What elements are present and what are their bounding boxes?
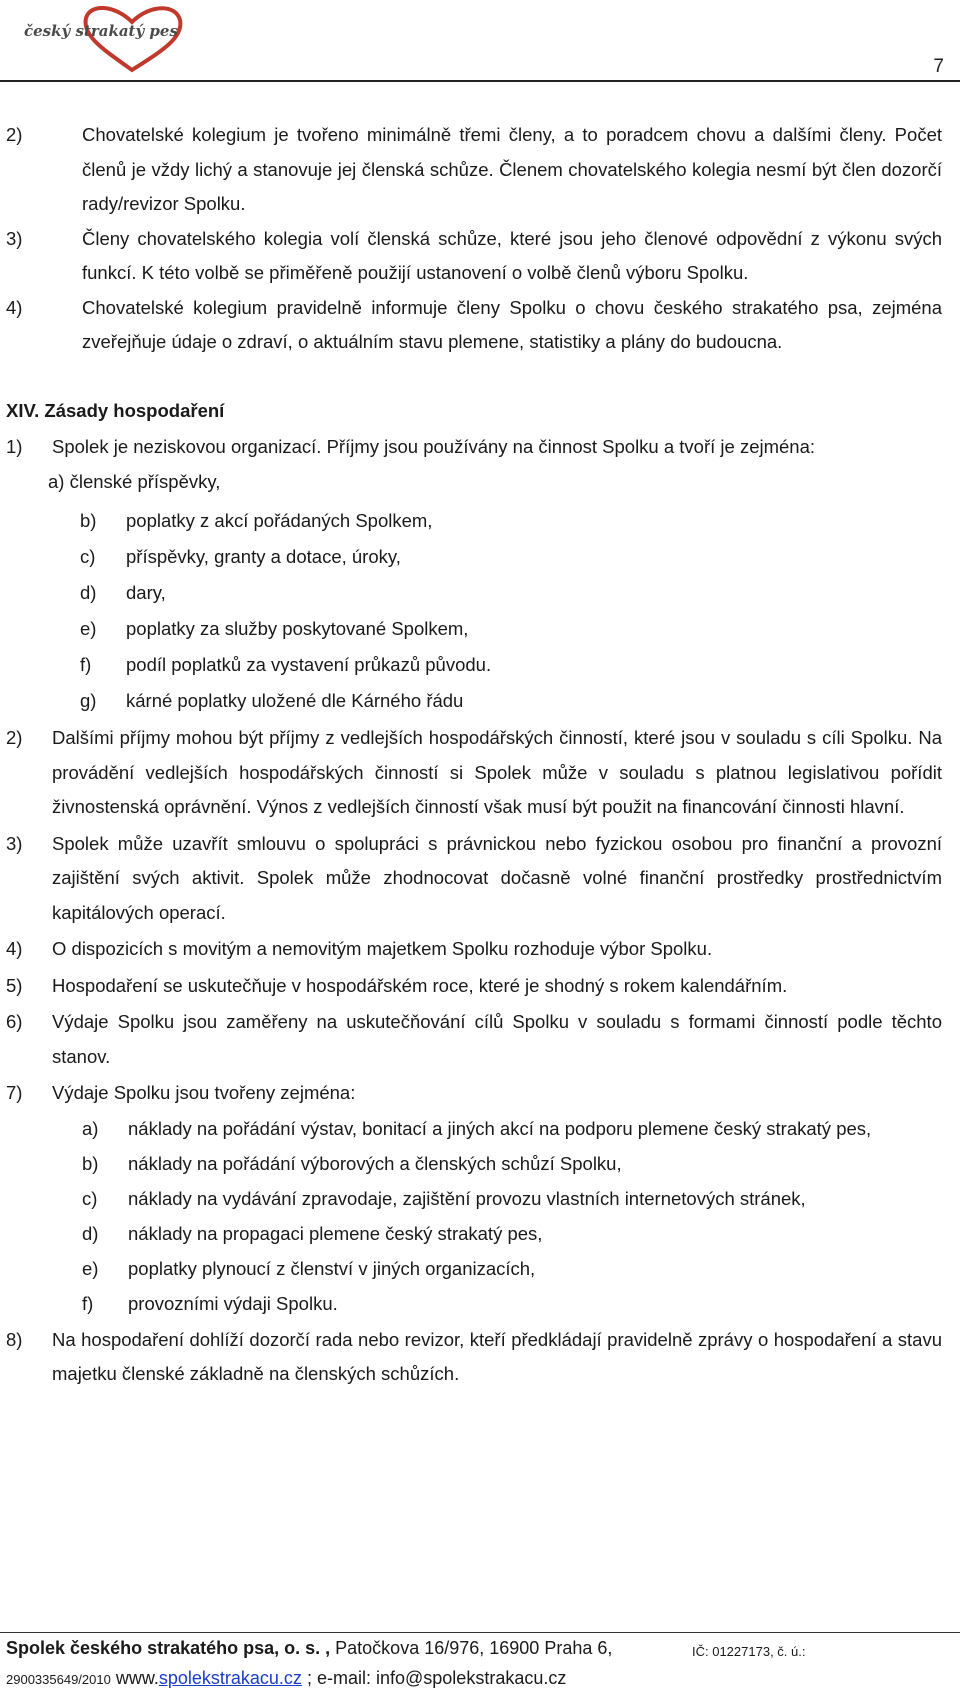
sub-item	[0, 683, 960, 719]
section-heading: XIV. Zásady hospodaření	[6, 399, 225, 421]
sub-item-text: příspěvky, granty a dotace, úroky,	[126, 546, 401, 567]
sub-item-letter: c)	[80, 546, 96, 567]
sub-item-letter: e)	[82, 1257, 99, 1279]
website-link[interactable]: spolekstrakacu.cz	[158, 1668, 302, 1688]
list-item	[0, 1323, 960, 1392]
sub-item	[0, 1251, 960, 1286]
sub-item-text: provozními výdaji Spolku.	[128, 1292, 338, 1314]
item-number: 7)	[6, 1082, 23, 1103]
list-item	[0, 118, 960, 222]
sub-item-letter: e)	[80, 618, 97, 639]
sub-item	[0, 575, 960, 611]
item-number: 1)	[6, 436, 23, 457]
sub-item-text: podíl poplatků za vystavení průkazů původu.	[126, 654, 492, 675]
sub-item-text: náklady na vydávání zpravodaje, zajištění provozu vlastních internetových stránek,	[128, 1187, 806, 1209]
footer-email[interactable]: e-mail: info@spolekstrakacu.cz	[316, 1668, 567, 1688]
page-number: 7	[933, 56, 944, 77]
heart-logo-icon	[14, 4, 189, 76]
header-divider	[0, 80, 960, 82]
list-item	[0, 430, 960, 465]
sub-item-letter: f)	[80, 654, 92, 675]
item-text: Spolek je neziskovou organizací. Příjmy jsou používány na činnost Spolku a tvoří je zejména:	[52, 436, 816, 457]
item-text: O dispozicích s movitým a nemovitým majetkem Spolku rozhoduje výbor Spolku.	[52, 938, 713, 959]
item-text: Chovatelské kolegium pravidelně informuje členy Spolku o chovu českého strakatého psa, zejména zveřejňuje údaje o zdraví, o aktuálním stavu plemene, statistiky a plány do budoucna.	[82, 296, 942, 352]
item-text: Dalšími příjmy mohou být příjmy z vedlejších hospodářských činností, které jsou v souladu s cíli Spolku. Na provádění vedlejších hospodářských činností si Spolek může v souladu s platnou legislativou pořídit živnostenská oprávnění. Výnos z vedlejších činností však musí být použit na financování činnosti hlavní.	[52, 727, 942, 817]
sub-item	[0, 1286, 960, 1321]
item-number: 4)	[6, 296, 23, 318]
logo	[14, 4, 189, 76]
sub-item	[0, 611, 960, 647]
item-number: 8)	[6, 1328, 23, 1350]
sub-item-text: kárné poplatky uložené dle Kárného řádu	[126, 690, 464, 711]
footer-separator: ;	[306, 1668, 312, 1688]
footer-ico: IČ: 01227173, č. ú.:	[692, 1644, 806, 1659]
page-header	[0, 0, 960, 82]
item-number: 3)	[6, 832, 23, 854]
list-item	[0, 1005, 960, 1074]
footer-divider	[0, 1632, 960, 1633]
item-text: Hospodaření se uskutečňuje v hospodářském roce, které je shodný s rokem kalendářním.	[52, 974, 788, 996]
list-item	[0, 827, 960, 931]
sub-item-letter: d)	[80, 582, 97, 603]
item-number: 4)	[6, 938, 23, 959]
footer-address: Patočkova 16/976, 16900 Praha 6,	[335, 1638, 613, 1658]
sub-item-letter: g)	[80, 690, 97, 711]
list-item	[0, 932, 960, 967]
footer-org-name: Spolek českého strakatého psa, o. s. ,	[6, 1638, 331, 1658]
sub-item	[0, 647, 960, 683]
sub-item-text: náklady na pořádání výstav, bonitací a jiných akcí na podporu plemene český strakatý pes,	[128, 1117, 872, 1139]
sub-item-text: poplatky za služby poskytované Spolkem,	[126, 618, 469, 639]
footer-org-line	[6, 1638, 612, 1659]
footer-web-prefix: www.	[115, 1668, 159, 1688]
item-number: 2)	[6, 124, 23, 145]
item-text: Výdaje Spolku jsou zaměřeny na uskutečňování cílů Spolku v souladu s formami činností podle těchto stanov.	[52, 1011, 942, 1067]
sub-item-letter: f)	[82, 1292, 94, 1314]
list-item	[0, 721, 960, 825]
sub-item	[0, 503, 960, 539]
footer-account: 2900335649/2010	[6, 1672, 111, 1687]
list-item	[0, 969, 960, 1004]
item-number: 5)	[6, 974, 23, 996]
sub-item-text: poplatky z akcí pořádaných Spolkem,	[126, 510, 433, 531]
document-body	[0, 118, 960, 1392]
item-text: Chovatelské kolegium je tvořeno minimálně třemi členy, a to poradcem chovu a dalšími členy. Počet členů je vždy lichý a stanovuje jej členská schůze. Členem chovatelského kolegia nesmí být člen dozorčí rady/revizor Spolku.	[82, 124, 942, 214]
logo-text: český strakatý pes	[24, 22, 178, 40]
item-number: 2)	[6, 727, 23, 748]
sub-item-letter: d)	[82, 1222, 99, 1244]
item-text: Výdaje Spolku jsou tvořeny zejména:	[52, 1082, 356, 1103]
sub-item	[0, 539, 960, 575]
footer-contact-line	[6, 1668, 566, 1689]
item-text: Spolek může uzavřít smlouvu o spolupráci s právnickou nebo fyzickou osobou pro finanční a provozní zajištění svých aktivit. Spolek může zhodnocovat dočasně volné finanční prostředky prostřednictvím kapitálových operací.	[52, 832, 942, 923]
sub-item-letter: b)	[82, 1152, 99, 1174]
item-text: Členy chovatelského kolegia volí členská schůze, které jsou jeho členové odpovědní z výkonu svých funkcí. K této volbě se přiměřeně použijí ustanovení o volbě členů výboru Spolku.	[82, 227, 942, 283]
sub-item-letter: b)	[80, 510, 97, 531]
list-item	[0, 222, 960, 291]
sub-item-text: náklady na pořádání výborových a členských schůzí Spolku,	[128, 1152, 622, 1174]
item-number: 3)	[6, 227, 23, 249]
sub-item-first: a) členské příspěvky,	[48, 470, 221, 492]
list-item	[0, 291, 960, 360]
sub-item-text: poplatky plynoucí z členství v jiných organizacích,	[128, 1257, 536, 1279]
sub-item	[0, 1146, 960, 1181]
sub-item-text: náklady na propagaci plemene český strakatý pes,	[128, 1222, 543, 1244]
sub-item	[0, 1111, 960, 1146]
item-text: Na hospodaření dohlíží dozorčí rada nebo revizor, kteří předkládají pravidelně zprávy o hospodaření a stavu majetku členské základně na členských schůzích.	[52, 1328, 942, 1384]
list-item	[0, 1076, 960, 1111]
sub-item-letter: c)	[82, 1187, 98, 1209]
sub-item-text: dary,	[126, 582, 166, 603]
item-number: 6)	[6, 1011, 23, 1032]
sub-item	[0, 1181, 960, 1216]
sub-item-letter: a)	[82, 1117, 99, 1139]
sub-item	[0, 1216, 960, 1251]
